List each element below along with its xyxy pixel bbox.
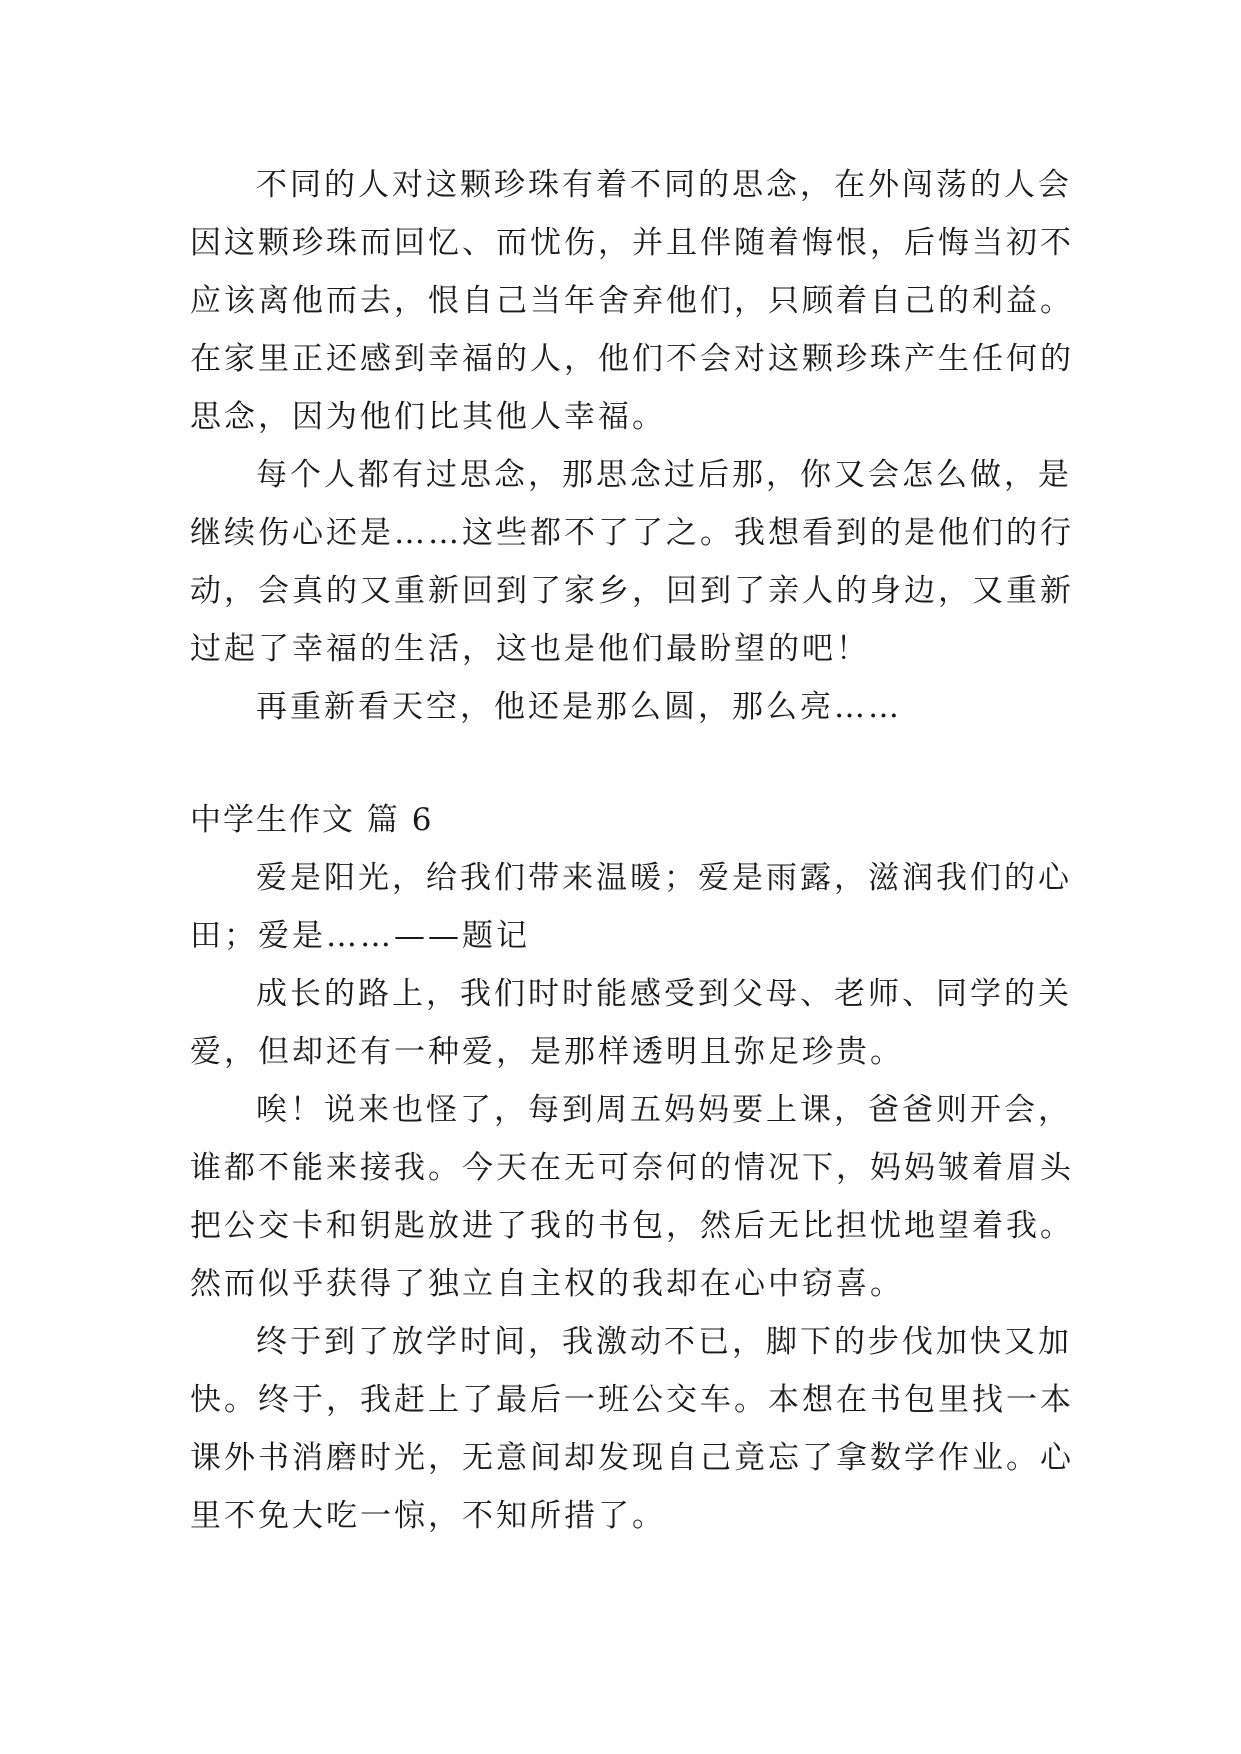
paragraph-line: 把公交卡和钥匙放进了我的书包，然后无比担忧地望着我。 [190, 1208, 1074, 1244]
paragraph-line: 爱是阳光，给我们带来温暖；爱是雨露，滋润我们的心 [256, 860, 1072, 896]
paragraph-line: 唉！说来也怪了，每到周五妈妈要上课，爸爸则开会， [256, 1092, 1072, 1128]
paragraph-line: 终于到了放学时间，我激动不已，脚下的步伐加快又加 [256, 1324, 1072, 1360]
paragraph-line: 在家里正还感到幸福的人，他们不会对这颗珍珠产生任何的 [190, 341, 1074, 377]
paragraph-line: 再重新看天空，他还是那么圆，那么亮…… [256, 689, 902, 725]
paragraph-line: 课外书消磨时光，无意间却发现自己竟忘了拿数学作业。心 [190, 1440, 1074, 1476]
paragraph-line: 思念，因为他们比其他人幸福。 [190, 399, 666, 435]
paragraph-line: 成长的路上，我们时时能感受到父母、老师、同学的关 [256, 976, 1072, 1012]
paragraph-line: 田；爱是……——题记 [190, 918, 530, 954]
paragraph-line: 里不免大吃一惊，不知所措了。 [190, 1498, 666, 1534]
paragraph-line: 每个人都有过思念，那思念过后那，你又会怎么做，是 [256, 457, 1072, 493]
paragraph-line: 谁都不能来接我。今天在无可奈何的情况下，妈妈皱着眉头 [190, 1150, 1074, 1186]
paragraph-line: 因这颗珍珠而回忆、而忧伤，并且伴随着悔恨，后悔当初不 [190, 225, 1074, 261]
paragraph-line: 然而似乎获得了独立自主权的我却在心中窃喜。 [190, 1266, 904, 1302]
paragraph-line: 过起了幸福的生活，这也是他们最盼望的吧！ [190, 631, 870, 667]
paragraph-line: 动，会真的又重新回到了家乡，回到了亲人的身边，又重新 [190, 573, 1074, 609]
paragraph-line: 爱，但却还有一种爱，是那样透明且弥足珍贵。 [190, 1034, 904, 1070]
paragraph-line: 快。终于，我赶上了最后一班公交车。本想在书包里找一本 [190, 1382, 1074, 1418]
paragraph-line: 应该离他而去，恨自己当年舍弃他们，只顾着自己的利益。 [190, 283, 1074, 319]
paragraph-line: 不同的人对这颗珍珠有着不同的思念，在外闯荡的人会 [256, 167, 1072, 203]
paragraph-line: 继续伤心还是……这些都不了了之。我想看到的是他们的行 [190, 515, 1074, 551]
section-heading: 中学生作文 篇 6 [190, 802, 434, 838]
